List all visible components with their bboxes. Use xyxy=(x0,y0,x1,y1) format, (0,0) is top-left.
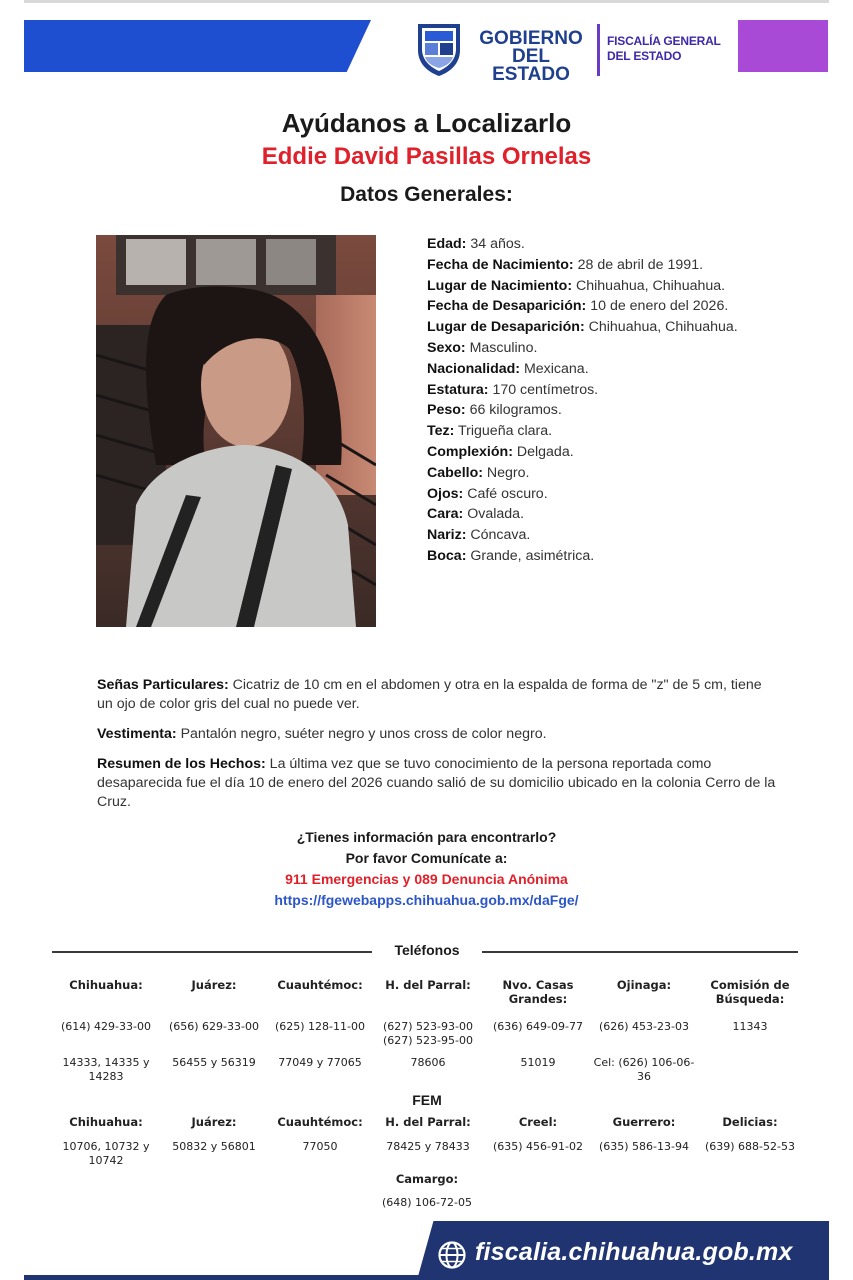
general-data-row xyxy=(427,442,757,463)
general-data-row xyxy=(427,234,757,255)
section-general-title: Datos Generales: xyxy=(340,183,513,206)
fiscalia-logo-text xyxy=(607,34,721,64)
fem-header: H. del Parral: xyxy=(385,1115,471,1129)
telefonos-ext: 77049 y 77065 xyxy=(278,1056,362,1069)
report-link[interactable]: https://fgewebapps.chihuahua.gob.mx/daFge/ xyxy=(274,892,579,908)
general-data-value: 170 centímetros. xyxy=(488,381,599,398)
gobierno-line1: GOBIERNO xyxy=(479,28,583,49)
fem-header: Guerrero: xyxy=(612,1115,676,1129)
general-data-value: 66 kilogramos. xyxy=(465,402,562,419)
general-data-row xyxy=(427,400,757,421)
telefonos-label: Teléfonos xyxy=(394,942,460,958)
telefonos-phone: (636) 649-09-77 xyxy=(492,1020,583,1033)
general-data-label: Cabello: xyxy=(427,464,483,481)
telefonos-line-right xyxy=(482,951,798,953)
general-data-label: Sexo: xyxy=(427,339,466,356)
fem-value: (635) 456-91-02 xyxy=(492,1140,583,1153)
general-data-value: 28 de abril de 1991. xyxy=(573,256,704,273)
telefonos-phone: (626) 453-23-03 xyxy=(598,1020,689,1033)
globe-icon xyxy=(437,1240,467,1270)
general-data-row xyxy=(427,546,757,567)
general-data-label: Ojos: xyxy=(427,485,464,502)
fem-value: (639) 688-52-53 xyxy=(704,1140,795,1153)
telefonos-ext: 78606 xyxy=(410,1056,446,1069)
general-data-value: Chihuahua, Chihuahua. xyxy=(572,277,726,294)
telefonos-ext: 56455 y 56319 xyxy=(172,1056,256,1069)
senas-label: Señas Particulares: xyxy=(97,677,229,693)
general-data-row xyxy=(427,359,757,380)
fiscalia-line1: FISCALÍA GENERAL xyxy=(607,34,721,48)
page-title: Ayúdanos a Localizarlo xyxy=(281,108,572,138)
telefonos-ext: 51019 xyxy=(520,1056,556,1069)
fem-value: 78425 y 78433 xyxy=(386,1140,470,1153)
general-data-label: Cara: xyxy=(427,506,464,523)
fem-value: 10706, 10732 y 10742 xyxy=(62,1140,150,1167)
fem-value: 77050 xyxy=(302,1140,338,1153)
general-data-value: Delgada. xyxy=(512,443,574,460)
resumen-text: La última vez que se tuvo conocimiento de la persona reportada como desaparecida fue el día 10 de enero del 2026 cuando salió de su domicilio ubicado en la colonia Cerro de la Cruz. xyxy=(97,756,776,810)
vestimenta-label: Vestimenta: xyxy=(97,726,177,742)
senas-text: Cicatriz de 10 cm en el abdomen y otra en la espalda de forma de "z" de 5 cm, tiene un ojo de color gris del cual no puede ver. xyxy=(97,677,762,712)
general-data-value: 34 años. xyxy=(466,236,525,252)
telefonos-phone: (625) 128-11-00 xyxy=(274,1020,365,1033)
emergency-numbers: 911 Emergencias y 089 Denuncia Anónima xyxy=(285,871,568,887)
gobierno-line2: DEL ESTADO xyxy=(492,46,570,85)
telefonos-header: H. del Parral: xyxy=(385,978,471,992)
general-data-label: Nariz: xyxy=(427,527,467,544)
person-name: Eddie David Pasillas Ornelas xyxy=(261,143,592,170)
telefonos-phone: (656) 629-33-00 xyxy=(168,1020,259,1033)
general-data-row xyxy=(427,463,757,484)
vestimenta xyxy=(97,725,777,744)
header-purple-band xyxy=(738,20,828,72)
general-data-value: Café oscuro. xyxy=(463,485,548,502)
general-data-row xyxy=(427,317,757,338)
general-data-value: Masculino. xyxy=(465,339,538,356)
senas-particulares xyxy=(97,676,777,714)
fem-label: FEM xyxy=(412,1092,442,1108)
general-data-label: Complexión: xyxy=(427,443,513,460)
telefonos-phone: (614) 429-33-00 xyxy=(60,1020,151,1033)
general-data-row xyxy=(427,296,757,317)
general-data-label: Tez: xyxy=(427,423,455,440)
general-data-label: Lugar de Desaparición: xyxy=(427,319,585,336)
resumen-label: Resumen de los Hechos: xyxy=(97,756,266,772)
header-blue-band xyxy=(24,20,371,72)
top-border xyxy=(24,0,829,3)
fiscalia-line2: DEL ESTADO xyxy=(607,49,682,63)
camargo-header: Camargo: xyxy=(395,1172,459,1186)
telefonos-header: Chihuahua: xyxy=(69,978,143,992)
logo-separator xyxy=(597,24,600,76)
general-data-label: Estatura: xyxy=(427,381,489,398)
fem-header: Creel: xyxy=(518,1115,558,1129)
general-data-value: Chihuahua, Chihuahua. xyxy=(584,319,738,336)
general-data-row xyxy=(427,276,757,297)
general-data-row xyxy=(427,338,757,359)
gobierno-logo-text xyxy=(472,30,590,84)
general-data-label: Lugar de Nacimiento: xyxy=(427,277,573,294)
telefonos-header: Comisión de Búsqueda: xyxy=(710,978,790,1006)
general-data-value: Grande, asimétrica. xyxy=(466,547,595,564)
contact-question: ¿Tienes información para encontrarlo? xyxy=(296,829,557,845)
general-data-value: Cóncava. xyxy=(466,527,531,544)
telefonos-ext: 14333, 14335 y 14283 xyxy=(62,1056,150,1083)
telefonos-phone: (627) 523-93-00 (627) 523-95-00 xyxy=(382,1020,473,1047)
footer-website[interactable]: fiscalia.chihuahua.gob.mx xyxy=(475,1238,793,1266)
general-data-value: Trigueña clara. xyxy=(454,423,553,440)
telefonos-line-left xyxy=(52,951,372,953)
telefonos-header: Cuauhtémoc: xyxy=(277,978,363,992)
contact-please: Por favor Comunícate a: xyxy=(345,850,508,866)
general-data-label: Fecha de Nacimiento: xyxy=(427,256,574,273)
general-data-value: 10 de enero del 2026. xyxy=(586,298,729,315)
fem-value: 50832 y 56801 xyxy=(172,1140,256,1153)
general-data-row xyxy=(427,255,757,276)
person-photo xyxy=(96,235,376,627)
fem-value: (635) 586-13-94 xyxy=(598,1140,689,1153)
camargo-phone: (648) 106-72-05 xyxy=(381,1196,472,1209)
general-data-label: Peso: xyxy=(427,402,466,419)
state-shield-icon xyxy=(414,20,464,78)
general-data-label: Edad: xyxy=(427,236,467,252)
telefonos-header: Nvo. Casas Grandes: xyxy=(502,978,574,1006)
resumen-hechos xyxy=(97,755,777,812)
general-data-value: Negro. xyxy=(482,464,530,481)
footer-bottom-bar xyxy=(24,1275,419,1280)
vestimenta-text: Pantalón negro, suéter negro y unos cross de color negro. xyxy=(176,726,547,742)
telefonos-header: Juárez: xyxy=(191,978,237,992)
general-data-list xyxy=(427,234,757,567)
fem-header: Delicias: xyxy=(722,1115,778,1129)
general-data-label: Nacionalidad: xyxy=(427,360,521,377)
general-data-row xyxy=(427,484,757,505)
general-data-value: Mexicana. xyxy=(520,360,589,377)
telefonos-phone: 11343 xyxy=(732,1020,768,1033)
telefonos-ext: Cel: (626) 106-06-36 xyxy=(593,1056,695,1083)
general-data-row xyxy=(427,525,757,546)
fem-header: Cuauhtémoc: xyxy=(277,1115,363,1129)
general-data-label: Fecha de Desaparición: xyxy=(427,298,587,315)
fem-header: Juárez: xyxy=(191,1115,237,1129)
telefonos-header: Ojinaga: xyxy=(616,978,672,992)
general-data-value: Ovalada. xyxy=(463,506,525,523)
general-data-row xyxy=(427,504,757,525)
general-data-label: Boca: xyxy=(427,547,467,564)
general-data-row xyxy=(427,421,757,442)
fem-header: Chihuahua: xyxy=(69,1115,143,1129)
general-data-row xyxy=(427,380,757,401)
